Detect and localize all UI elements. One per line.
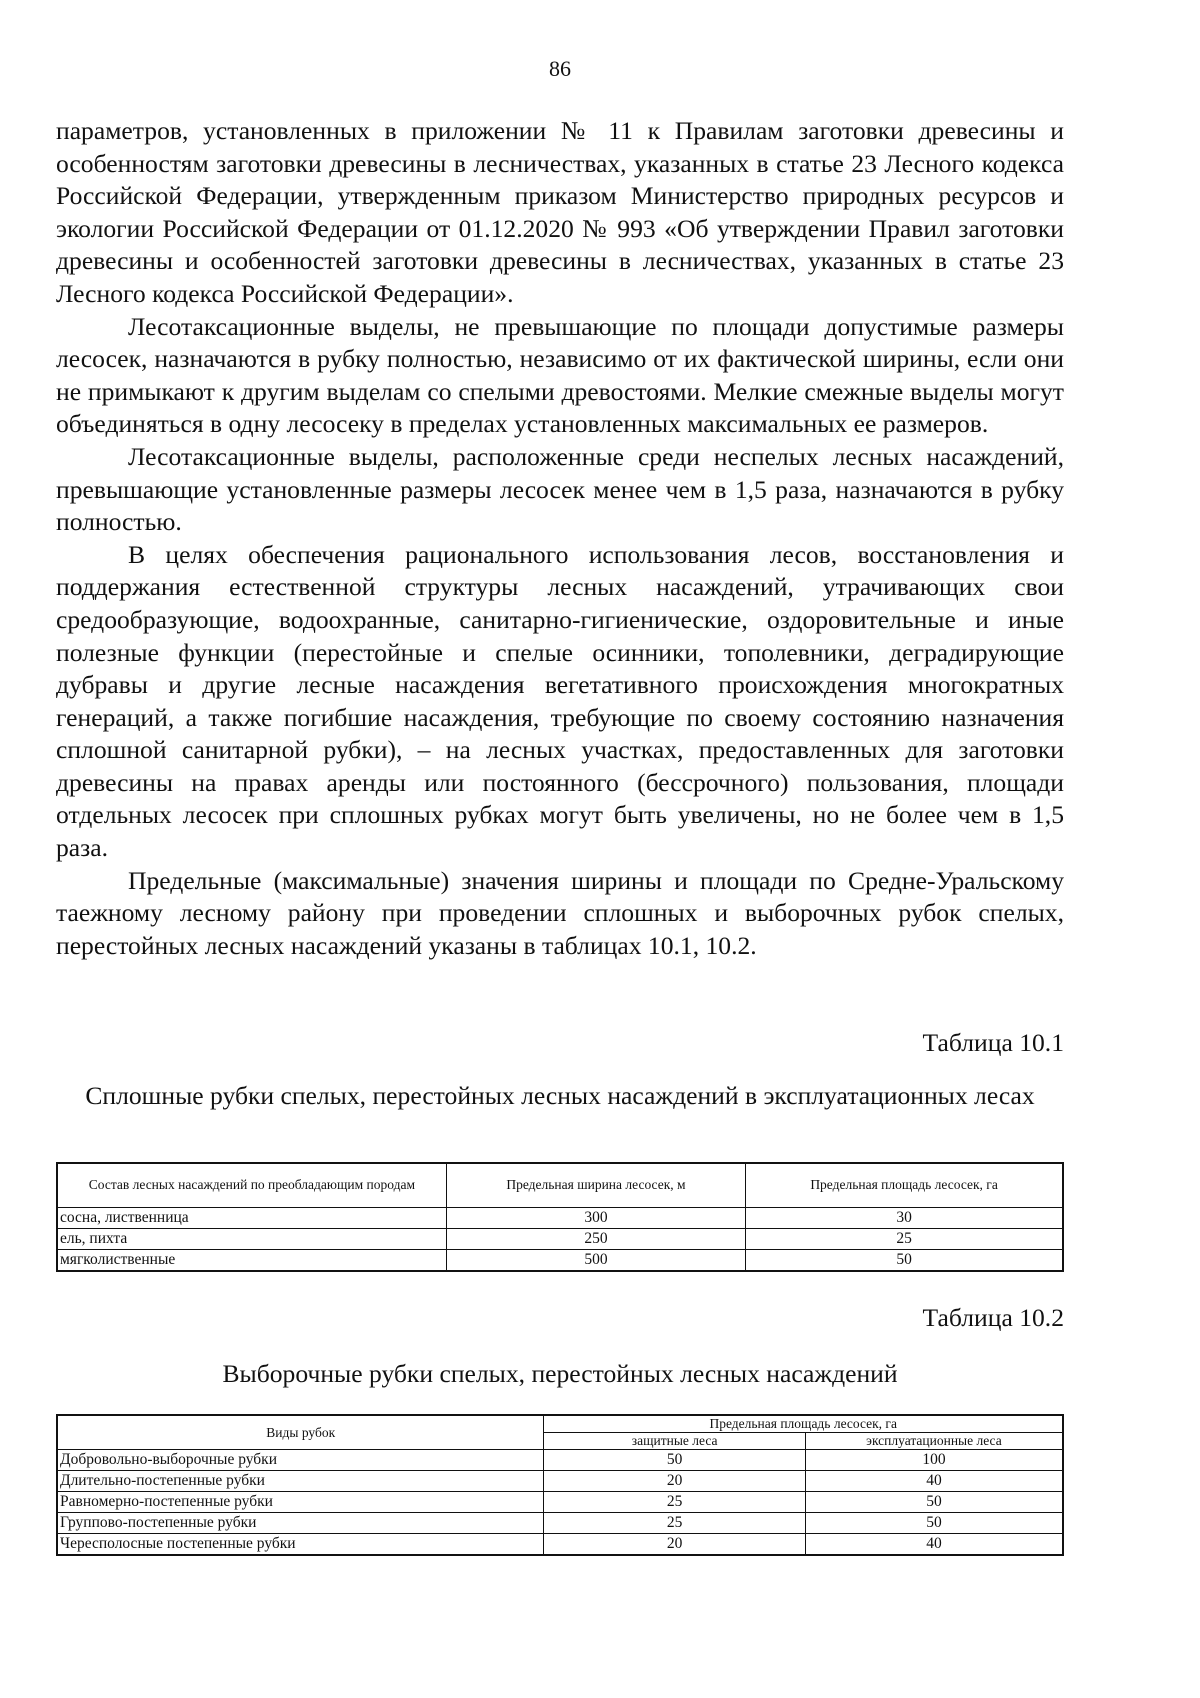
table-10-2 xyxy=(56,1414,1064,1556)
table2-cell-kind: Добровольно-выборочные рубки xyxy=(57,1450,544,1471)
table1-cell-width: 250 xyxy=(446,1228,745,1249)
table1-cell-width: 500 xyxy=(446,1249,745,1271)
table2-cell-kind: Длительно-постепенные рубки xyxy=(57,1471,544,1492)
paragraph-1: параметров, установленных в приложении № 11 к Правилам заготовки древесины и особенностям заготовки древесины в лесничествах, указанных в статье 23 Лесного кодекса Российской Федерации, утвержденным приказом Министерство природных ресурсов и экологии Российской Федерации от 01.12.2020 № 993 «Об утверждении Правил заготовки древесины и особенностей заготовки древесины в лесничествах, указанных в статье 23 Лесного кодекса Российской Федерации». xyxy=(56,116,1064,308)
table-row xyxy=(57,1492,1063,1513)
table2-header-protective: защитные леса xyxy=(544,1433,805,1450)
table1-header-width: Предельная ширина лесосек, м xyxy=(446,1163,745,1207)
table1-cell-species: сосна, лиственница xyxy=(57,1207,446,1228)
table2-cell-exploitation: 50 xyxy=(805,1513,1063,1534)
table-row xyxy=(57,1513,1063,1534)
table2-header-area: Предельная площадь лесосек, га xyxy=(544,1415,1063,1433)
table1-caption: Сплошные рубки спелых, перестойных лесных насаждений в эксплуатационных лесах xyxy=(85,1081,1035,1110)
table1-header-area: Предельная площадь лесосек, га xyxy=(746,1163,1063,1207)
table1-cell-species: ель, пихта xyxy=(57,1228,446,1249)
table-row xyxy=(57,1249,1063,1271)
table2-cell-exploitation: 100 xyxy=(805,1450,1063,1471)
paragraph-5: Предельные (максимальные) значения ширины и площади по Средне-Уральскому таежному лесному району при проведении сплошных и выборочных рубок спелых, перестойных лесных насаждений указаны в таблицах 10.1, 10.2. xyxy=(56,865,1064,960)
table1-cell-area: 50 xyxy=(746,1249,1063,1271)
paragraph-3: Лесотаксационные выделы, расположенные среди неспелых лесных насаждений, превышающие установленные размеры лесосек менее чем в 1,5 раза, назначаются в рубку полностью. xyxy=(56,441,1064,537)
table2-cell-exploitation: 40 xyxy=(805,1534,1063,1556)
table-row xyxy=(57,1471,1063,1492)
body-text xyxy=(56,115,1064,962)
table1-cell-width: 300 xyxy=(446,1207,745,1228)
page-number: 86 xyxy=(549,56,571,81)
table1-header-composition: Состав лесных насаждений по преобладающим породам xyxy=(57,1163,446,1207)
table2-cell-exploitation: 50 xyxy=(805,1492,1063,1513)
table2-cell-protective: 25 xyxy=(544,1513,805,1534)
table2-cell-kind: Равномерно-постепенные рубки xyxy=(57,1492,544,1513)
table2-header-kind: Виды рубок xyxy=(57,1415,544,1450)
paragraph-4: В целях обеспечения рационального использования лесов, восстановления и поддержания естественной структуры лесных насаждений, утрачивающих свои средообразующие, водоохранные, санитарно-гигиенические, оздоровительные и иные полезные функции (перестойные и спелые осинники, тополевники, деградирующие дубравы и другие лесные насаждения вегетативного происхождения многократных генераций, а также погибшие насаждения, требующие по своему состоянию назначения сплошной санитарной рубки), – на лесных участках, предоставленных для заготовки древесины на правах аренды или постоянного (бессрочного) пользования, площади отдельных лесосек при сплошных рубках могут быть увеличены, но не более чем в 1,5 раза. xyxy=(56,539,1064,863)
table2-cell-protective: 25 xyxy=(544,1492,805,1513)
table2-cell-protective: 20 xyxy=(544,1534,805,1556)
table-row xyxy=(57,1450,1063,1471)
table2-caption: Выборочные рубки спелых, перестойных лесных насаждений xyxy=(222,1359,898,1388)
table2-header-exploitation: эксплуатационные леса xyxy=(805,1433,1063,1450)
table-row xyxy=(57,1534,1063,1556)
table1-cell-area: 25 xyxy=(746,1228,1063,1249)
table2-label: Таблица 10.2 xyxy=(922,1303,1064,1332)
table-row xyxy=(57,1228,1063,1249)
table-10-1 xyxy=(56,1162,1064,1272)
table2-cell-protective: 20 xyxy=(544,1471,805,1492)
table2-cell-exploitation: 40 xyxy=(805,1471,1063,1492)
table-row xyxy=(57,1207,1063,1228)
table1-label: Таблица 10.1 xyxy=(922,1028,1064,1057)
table1-cell-species: мягколиственные xyxy=(57,1249,446,1271)
table1-cell-area: 30 xyxy=(746,1207,1063,1228)
paragraph-2: Лесотаксационные выделы, не превышающие по площади допустимые размеры лесосек, назначаются в рубку полностью, независимо от их фактической ширины, если они не примыкают к другим выделам со спелыми древостоями. Мелкие смежные выделы могут объединяться в одну лесосеку в пределах установленных максимальных ее размеров. xyxy=(56,311,1064,439)
table2-cell-protective: 50 xyxy=(544,1450,805,1471)
table2-cell-kind: Группово-постепенные рубки xyxy=(57,1513,544,1534)
table2-cell-kind: Чересполосные постепенные рубки xyxy=(57,1534,544,1556)
